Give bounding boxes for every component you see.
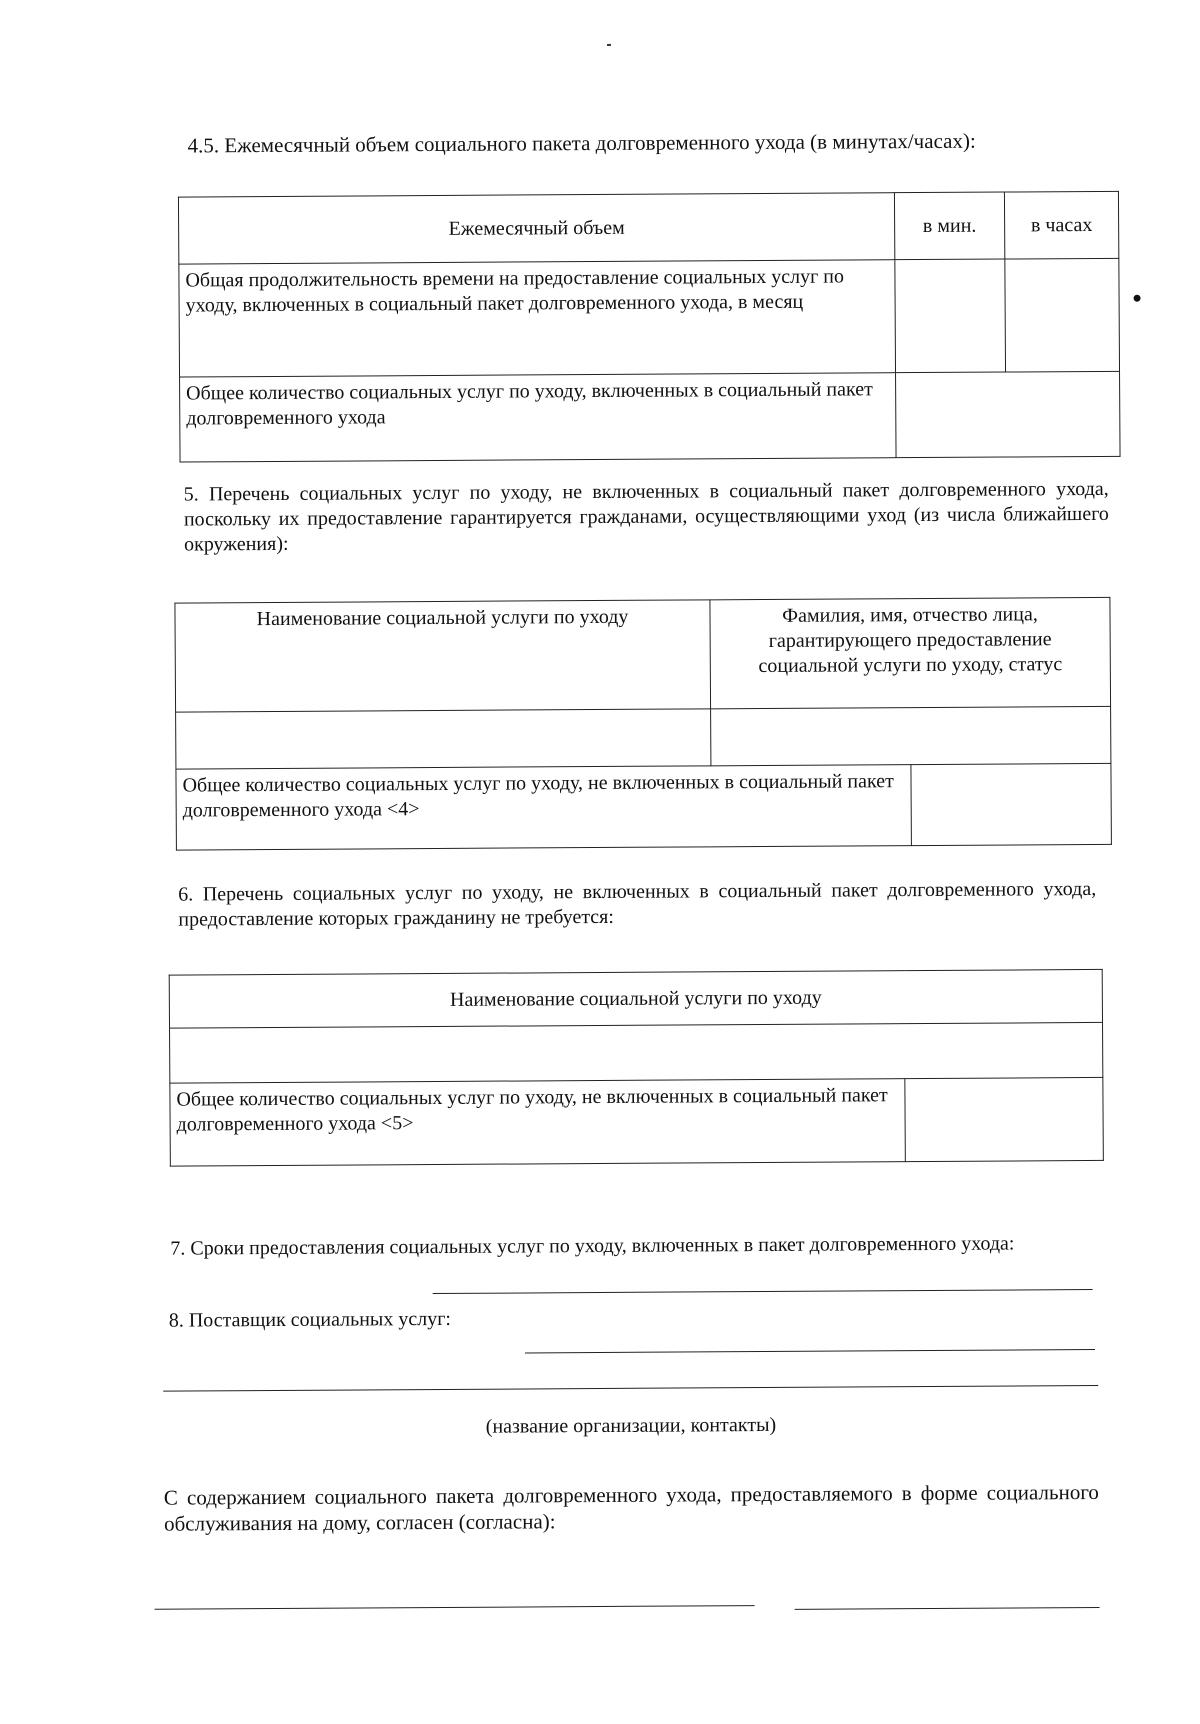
header-service-name: Наименование социальной услуги по уходу (175, 600, 711, 712)
scan-dot (1134, 295, 1141, 302)
service-name-cell (170, 1022, 1103, 1083)
total-time-hours-cell (1005, 258, 1120, 372)
header-service-name: Наименование социальной услуги по уходу (169, 969, 1102, 1028)
caregiver-services-table (174, 597, 1112, 851)
table-row (170, 1077, 1103, 1166)
table-row (176, 763, 1111, 850)
section-4-5-heading: 4.5. Ежемесячный объем социального пакета долговременного ухода (в минутах/часах): (187, 128, 976, 158)
header-guarantor-person: Фамилия, имя, отчество лица, гарантирующего предоставление социальной услуги по уходу, статус (710, 597, 1111, 708)
provider-fill-line (525, 1349, 1095, 1353)
table-row (170, 1022, 1103, 1083)
row-total-count-label: Общее количество социальных услуг по уходу, включенных в социальный пакет долговременного ухода (180, 373, 897, 462)
total-time-minutes-cell (895, 259, 1006, 373)
row-total-time-label: Общая продолжительность времени на предоставление социальных услуг по уходу, включенных в социальный пакет долговременного ухода, в месяц (179, 260, 896, 377)
section-7-text: 7. Сроки предоставления социальных услуг по уходу, включенных в пакет долговременного ухода: (170, 1232, 1015, 1260)
header-monthly-volume: Ежемесячный объем (178, 193, 894, 264)
header-hours: в часах (1004, 191, 1118, 259)
service-name-cell (176, 709, 711, 769)
table-row (180, 371, 1121, 462)
provider-caption: (название организации, контакты) (485, 1413, 777, 1438)
section-5-text: 5. Перечень социальных услуг по уходу, не включенных в социальный пакет долговременного ухода, поскольку их предоставление гарантируется гражданами, осуществляющими уход (из числа ближайшего окружения): (183, 477, 1109, 556)
service-period-fill-line (433, 1289, 1093, 1294)
table-header-row (169, 969, 1102, 1028)
monthly-volume-table (178, 191, 1121, 463)
table-row (176, 706, 1111, 769)
total-value-cell (911, 763, 1112, 845)
section-8-text: 8. Поставщик социальных услуг: (168, 1307, 452, 1332)
signature-line (795, 1607, 1100, 1610)
consent-text: С содержанием социального пакета долговременного ухода, предоставляемого в форме социального обслуживания на дому, согласен (согласна): (163, 1479, 1099, 1536)
scan-mark (607, 44, 611, 46)
table-row (179, 258, 1120, 377)
provider-fill-line-2 (163, 1385, 1098, 1392)
total-value-cell (905, 1077, 1104, 1161)
signature-name-line (155, 1605, 755, 1610)
table-header-row (175, 597, 1111, 712)
table-header-row (178, 191, 1118, 264)
guarantor-person-cell (711, 706, 1111, 765)
not-required-services-table (169, 969, 1104, 1167)
row-total-label: Общее количество социальных услуг по уходу, не включенных в социальный пакет долговременного ухода <4> (176, 765, 911, 850)
section-6-text: 6. Перечень социальных услуг по уходу, не включенных в социальный пакет долговременного ухода, предоставление которых гражданину не требуется: (178, 877, 1097, 931)
total-count-cell (896, 371, 1121, 457)
header-minutes: в мин. (894, 192, 1004, 260)
row-total-label: Общее количество социальных услуг по уходу, не включенных в социальный пакет долговременного ухода <5> (170, 1079, 905, 1166)
